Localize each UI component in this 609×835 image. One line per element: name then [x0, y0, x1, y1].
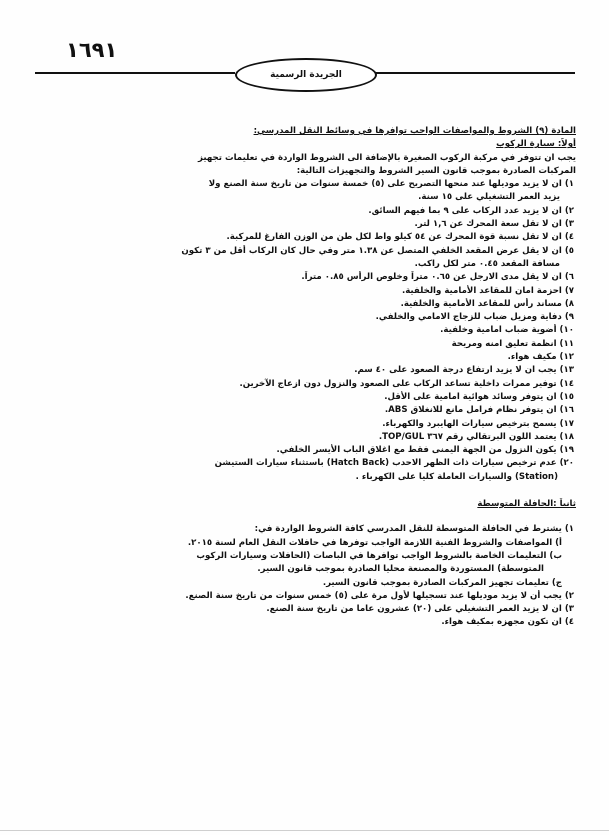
list-item: ٦) ان لا يقل مدى الارجل عن ٠.٦٥ متراً وخلوص الرأس ٠.٨٥ متراً. [301, 272, 574, 283]
list-item: ٤) ان تكون مجهزه بمكيف هواء. [441, 617, 574, 628]
list-item: ١٨) يعتمد اللون البرتقالي رقم ٣٦٧ TOP/GUL. [378, 431, 574, 442]
list-item: ١) يشترط في الحافلة المتوسطة للنقل المدرسي كافة الشروط الواردة في: [254, 524, 574, 535]
section1-intro-line: المركبات الصادرة بموجب قانون السير الشروط والتجهيزات التالية: [296, 165, 576, 176]
list-item: ١٧) يسمح بترخيص سيارات الهايبرد والكهرباء. [382, 418, 574, 429]
list-item: ١١) انظمة تعليق امنه ومريحة [451, 338, 574, 349]
list-item: أ) المواصفات والشروط الفنية اللازمة الواجب توفرها في حافلات النقل العام لسنة ٢٠١٥. [187, 537, 562, 548]
list-item: ٤) ان لا تقل نسبة قوة المحرك عن ٥٤ كيلو واط لكل طن من الوزن الفارغ للمركبة. [226, 232, 574, 243]
list-item: ١٤) توفير ممرات داخلية تساعد الركاب على الصعود والنزول دون ازعاج الآخرين. [239, 378, 574, 389]
document-body [38, 125, 576, 630]
header-rule-right [375, 72, 575, 74]
section2-title: ثانياً :الحافلة المتوسطة [477, 499, 576, 510]
list-item: المتوسطة) المستوردة والمصنعة محليا الصادرة بموجب قانون السير. [257, 564, 544, 575]
section1-intro-line: يجب ان تتوفر في مركبة الركوب الصغيرة بالإضافة الى الشروط الواردة في تعليمات تجهيز [198, 152, 576, 163]
list-item: ٧) احزمة امان للمقاعد الأمامية والخلفية. [401, 285, 574, 296]
list-item: (Station) والسيارات العاملة كليا على الكهرباء . [355, 471, 558, 482]
list-item: ١٦) ان يتوفر نظام فرامل مانع للانغلاق ABS. [384, 405, 574, 416]
section-spacer [38, 484, 576, 498]
page-number: ١٦٩١ [66, 38, 118, 62]
header-rule-left [35, 72, 235, 74]
list-item: ١) ان لا يزيد موديلها عند منحها التصريح على (٥) خمسة سنوات من تاريخ سنة الصنع ولا [208, 179, 574, 190]
list-item: ٢٠) عدم ترخيص سيارات ذات الظهر الاحدب (Hatch Back) باستثناء سيارات الستيشن [214, 458, 574, 469]
list-item: ١٢) مكيف هواء. [507, 352, 574, 363]
list-item: ٥) ان لا يقل عرض المقعد الخلفي المتصل عن ١.٣٨ متر وفي حال كان الركاب أقل من ٣ تكون [181, 245, 574, 256]
list-item: ٢) يجب أن لا يزيد موديلها عند تسجيلها لأول مرة على (٥) خمس سنوات من تاريخ سنة الصنع. [185, 590, 574, 601]
article-title: المادة (٩) الشروط والمواصفات الواجب توافرها في وسائط النقل المدرسي: [253, 126, 576, 136]
list-item: يزيد العمر التشغيلي على ١٥ سنة. [418, 192, 560, 203]
list-item: ب) التعليمات الخاصة بالشروط الواجب توافرها في الباصات (الحافلات وسيارات الركوب [196, 550, 562, 561]
list-item: مسافة المقعد ٠.٤٥ متر لكل راكب. [414, 258, 560, 269]
list-item: ١٠) أضوية ضباب امامية وخلفية. [440, 325, 574, 336]
list-item: ١٩) يكون النزول من الجهة اليمنى فقط مع اغلاق الباب الأيسر الخلفي. [276, 445, 574, 456]
gazette-header-label: الجريدة الرسمية [270, 70, 342, 80]
list-item: ٩) دفاية ومزيل ضباب للزجاج الامامي والخلفي. [375, 312, 574, 323]
list-item: ١٥) ان يتوفر وسائد هوائية امامية على الأقل. [384, 391, 574, 402]
section-spacer [38, 511, 576, 523]
list-item: ج) تعليمات تجهيز المركبات الصادرة بموجب قانون السير. [322, 577, 562, 588]
gazette-header-oval [235, 58, 377, 92]
page-bottom-edge [0, 830, 609, 831]
list-item: ١٣) يجب ان لا يزيد ارتفاع درجة الصعود على ٤٠ سم. [354, 365, 574, 376]
list-item: ٣) ان لا يزيد العمر التشغيلي على (٢٠) عشرون عاما من تاريخ سنة الصنع. [266, 604, 574, 615]
list-item: ٣) ان لا تقل سعة المحرك عن ١,٦ لتر. [414, 219, 574, 230]
section1-title: أولاً: سيارة الركوب [496, 139, 576, 150]
list-item: ٨) مساند رأس للمقاعد الأمامية والخلفية. [400, 298, 574, 309]
list-item: ٢) ان لا يزيد عدد الركاب على ٩ بما فيهم السائق. [368, 205, 574, 216]
